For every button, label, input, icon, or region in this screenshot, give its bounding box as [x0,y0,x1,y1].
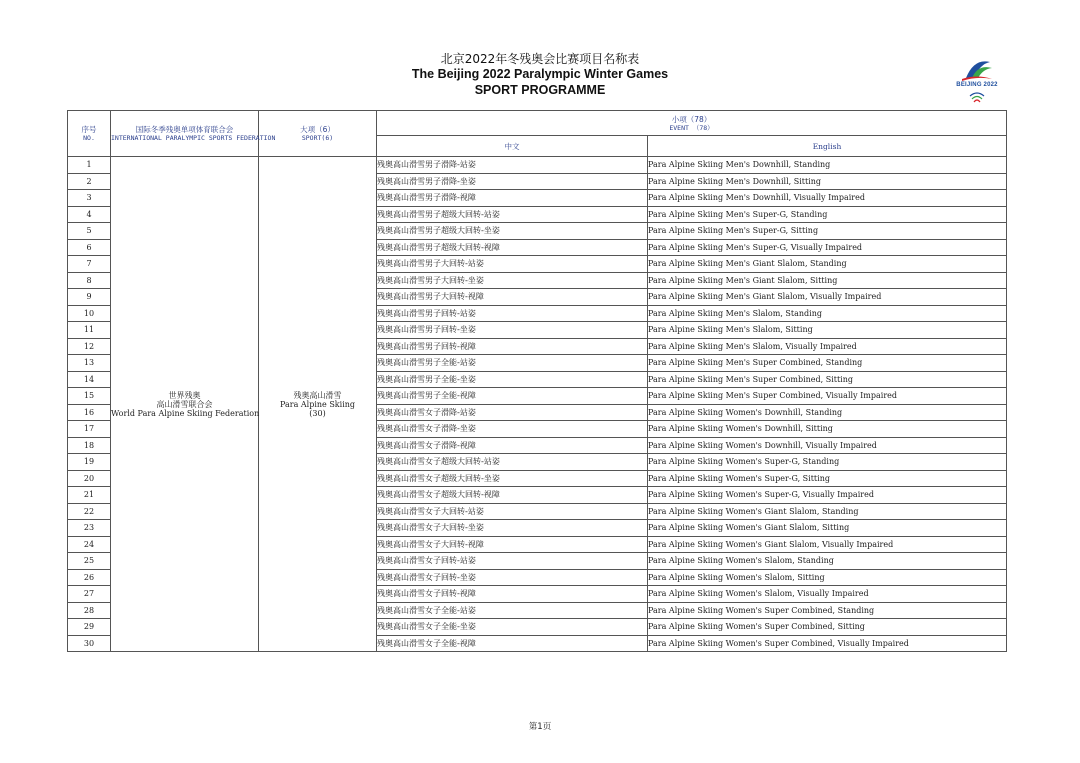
row-number: 15 [68,388,111,405]
event-name-chinese: 残奥高山滑雪女子大回转-站姿 [377,503,648,520]
event-name-english: Para Alpine Skiing Women's Downhill, Visually Impaired [648,437,1007,454]
beijing-2022-paralympic-logo [952,52,1002,108]
row-number: 6 [68,239,111,256]
event-name-english: Para Alpine Skiing Men's Downhill, Visually Impaired [648,190,1007,207]
document-title-block [0,52,1080,98]
event-name-english: Para Alpine Skiing Men's Giant Slalom, Standing [648,256,1007,273]
row-number: 23 [68,520,111,537]
row-number: 7 [68,256,111,273]
event-name-english: Para Alpine Skiing Women's Giant Slalom, Standing [648,503,1007,520]
row-number: 14 [68,371,111,388]
header-no-cn: 序号 [81,125,97,134]
event-name-chinese: 残奥高山滑雪女子超级大回转-视障 [377,487,648,504]
event-name-chinese: 残奥高山滑雪女子滑降-视障 [377,437,648,454]
row-number: 16 [68,404,111,421]
event-name-chinese: 残奥高山滑雪男子超级大回转-坐姿 [377,223,648,240]
event-name-chinese: 残奥高山滑雪女子滑降-站姿 [377,404,648,421]
row-number: 29 [68,619,111,636]
row-number: 2 [68,173,111,190]
event-name-english: Para Alpine Skiing Women's Slalom, Sitting [648,569,1007,586]
event-name-english: Para Alpine Skiing Men's Super Combined, Visually Impaired [648,388,1007,405]
event-name-chinese: 残奥高山滑雪女子回转-站姿 [377,553,648,570]
sport-cell [259,157,377,652]
row-number: 24 [68,536,111,553]
event-name-english: Para Alpine Skiing Women's Super Combined, Standing [648,602,1007,619]
event-name-chinese: 残奥高山滑雪男子大回转-坐姿 [377,272,648,289]
row-number: 20 [68,470,111,487]
row-number: 25 [68,553,111,570]
row-number: 22 [68,503,111,520]
header-no [68,111,111,157]
sport-programme-table [67,110,1007,652]
header-col-chinese: 中文 [377,136,648,157]
event-name-english: Para Alpine Skiing Women's Super-G, Sitting [648,470,1007,487]
event-name-english: Para Alpine Skiing Men's Slalom, Standing [648,305,1007,322]
row-number: 9 [68,289,111,306]
row-number: 26 [68,569,111,586]
federation-cell [111,157,259,652]
event-name-english: Para Alpine Skiing Women's Downhill, Sitting [648,421,1007,438]
header-sport-cn: 大项（6） [300,125,335,134]
event-name-chinese: 残奥高山滑雪男子大回转-视障 [377,289,648,306]
event-name-english: Para Alpine Skiing Men's Slalom, Visually Impaired [648,338,1007,355]
header-sport-en: SPORT(6) [301,134,334,142]
event-name-english: Para Alpine Skiing Men's Giant Slalom, Sitting [648,272,1007,289]
event-name-english: Para Alpine Skiing Women's Giant Slalom, Sitting [648,520,1007,537]
row-number: 8 [68,272,111,289]
row-number: 11 [68,322,111,339]
event-name-english: Para Alpine Skiing Men's Super Combined, Sitting [648,371,1007,388]
title-subtitle: SPORT PROGRAMME [474,83,606,97]
event-name-chinese: 残奥高山滑雪男子全能-视障 [377,388,648,405]
event-name-chinese: 残奥高山滑雪女子滑降-坐姿 [377,421,648,438]
event-name-chinese: 残奥高山滑雪男子回转-坐姿 [377,322,648,339]
event-name-english: Para Alpine Skiing Women's Giant Slalom, Visually Impaired [648,536,1007,553]
event-name-english: Para Alpine Skiing Men's Super-G, Standing [648,206,1007,223]
header-federation [111,111,276,157]
header-no-en: NO. [83,134,95,142]
event-name-english: Para Alpine Skiing Women's Downhill, Standing [648,404,1007,421]
title-chinese: 北京2022年冬残奥会比赛项目名称表 [440,52,640,66]
logo-text: BEIJING 2022 [956,82,998,88]
event-name-english: Para Alpine Skiing Women's Super-G, Visually Impaired [648,487,1007,504]
event-name-chinese: 残奥高山滑雪男子大回转-站姿 [377,256,648,273]
row-number: 18 [68,437,111,454]
row-number: 28 [68,602,111,619]
federation-line2: 高山滑雪联合会 [156,399,213,409]
federation-line1: 世界残奥 [168,390,201,400]
federation-line3: World Para Alpine Skiing Federation [111,408,260,418]
event-name-english: Para Alpine Skiing Men's Downhill, Sitting [648,173,1007,190]
event-name-english: Para Alpine Skiing Men's Super Combined, Standing [648,355,1007,372]
event-name-chinese: 残奥高山滑雪女子回转-坐姿 [377,569,648,586]
event-name-english: Para Alpine Skiing Women's Super-G, Standing [648,454,1007,471]
event-name-english: Para Alpine Skiing Women's Super Combined, Visually Impaired [648,635,1007,652]
event-name-english: Para Alpine Skiing Women's Slalom, Visually Impaired [648,586,1007,603]
event-name-english: Para Alpine Skiing Women's Super Combined, Sitting [648,619,1007,636]
event-name-english: Para Alpine Skiing Men's Slalom, Sitting [648,322,1007,339]
row-number: 10 [68,305,111,322]
event-name-chinese: 残奥高山滑雪女子超级大回转-坐姿 [377,470,648,487]
event-name-chinese: 残奥高山滑雪女子大回转-坐姿 [377,520,648,537]
sport-line3: (30) [309,408,326,418]
event-name-english: Para Alpine Skiing Men's Giant Slalom, Visually Impaired [648,289,1007,306]
row-number: 12 [68,338,111,355]
row-number: 13 [68,355,111,372]
event-name-chinese: 残奥高山滑雪女子全能-坐姿 [377,619,648,636]
event-name-english: Para Alpine Skiing Men's Super-G, Visually Impaired [648,239,1007,256]
header-federation-en: INTERNATIONAL PARALYMPIC SPORTS FEDERATION [111,134,276,142]
row-number: 4 [68,206,111,223]
row-number: 17 [68,421,111,438]
table-row [68,157,1007,174]
event-name-chinese: 残奥高山滑雪女子超级大回转-站姿 [377,454,648,471]
row-number: 1 [68,157,111,174]
page-number: 第1页 [528,722,552,732]
event-name-chinese: 残奥高山滑雪女子全能-站姿 [377,602,648,619]
event-name-chinese: 残奥高山滑雪男子全能-坐姿 [377,371,648,388]
sport-line2: Para Alpine Skiing [279,399,356,409]
header-col-english: English [648,136,1007,157]
header-sport [259,111,377,157]
event-name-english: Para Alpine Skiing Women's Slalom, Standing [648,553,1007,570]
event-name-chinese: 残奥高山滑雪男子滑降-站姿 [377,157,648,174]
event-name-chinese: 残奥高山滑雪女子大回转-视障 [377,536,648,553]
row-number: 5 [68,223,111,240]
row-number: 21 [68,487,111,504]
event-name-chinese: 残奥高山滑雪男子滑降-视障 [377,190,648,207]
row-number: 30 [68,635,111,652]
header-event [377,111,1007,136]
event-name-chinese: 残奥高山滑雪男子回转-站姿 [377,305,648,322]
event-name-english: Para Alpine Skiing Men's Super-G, Sitting [648,223,1007,240]
header-event-en: EVENT （78） [669,123,714,132]
row-number: 3 [68,190,111,207]
event-name-chinese: 残奥高山滑雪女子全能-视障 [377,635,648,652]
event-name-chinese: 残奥高山滑雪男子回转-视障 [377,338,648,355]
event-name-chinese: 残奥高山滑雪男子超级大回转-站姿 [377,206,648,223]
row-number: 27 [68,586,111,603]
event-name-chinese: 残奥高山滑雪男子全能-站姿 [377,355,648,372]
sport-line1: 残奥高山滑雪 [293,390,342,400]
row-number: 19 [68,454,111,471]
event-name-chinese: 残奥高山滑雪男子滑降-坐姿 [377,173,648,190]
title-english: The Beijing 2022 Paralympic Winter Games [411,67,669,81]
logo-emblem-icon [952,52,1002,108]
event-name-chinese: 残奥高山滑雪女子回转-视障 [377,586,648,603]
event-name-chinese: 残奥高山滑雪男子超级大回转-视障 [377,239,648,256]
header-event-cn: 小项（78） [671,114,712,124]
event-name-english: Para Alpine Skiing Men's Downhill, Standing [648,157,1007,174]
header-federation-cn: 国际冬季残奥单项体育联合会 [135,125,234,134]
